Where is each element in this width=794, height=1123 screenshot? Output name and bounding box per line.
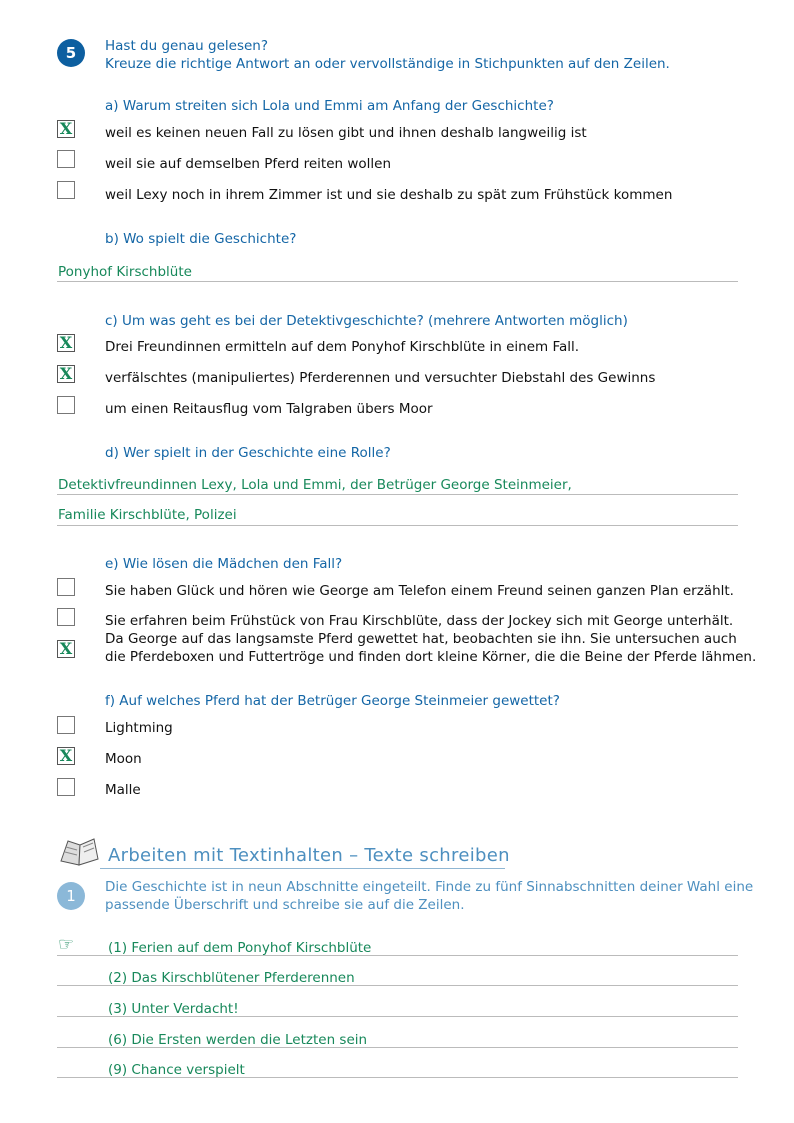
checkbox-e1[interactable] bbox=[57, 578, 75, 596]
question-a: a) Warum streiten sich Lola und Emmi am Anfang der Geschichte? bbox=[105, 98, 554, 114]
section-underline bbox=[100, 868, 505, 869]
answer-b[interactable]: Ponyhof Kirschblüte bbox=[58, 264, 192, 280]
checkbox-a1[interactable] bbox=[57, 120, 75, 138]
task-number-badge: 1 bbox=[57, 882, 85, 910]
task1-instruction-line2: passende Überschrift und schreibe sie auf die Zeilen. bbox=[105, 897, 465, 913]
question-f: f) Auf welches Pferd hat der Betrüger George Steinmeier gewettet? bbox=[105, 693, 560, 709]
heading-answer-4[interactable]: (6) Die Ersten werden die Letzten sein bbox=[108, 1032, 368, 1048]
heading-answer-3[interactable]: (3) Unter Verdacht! bbox=[108, 1001, 239, 1017]
task-title: Hast du genau gelesen? bbox=[105, 38, 269, 54]
checkbox-a3[interactable] bbox=[57, 181, 75, 199]
answer-line bbox=[57, 1016, 738, 1017]
task1-instruction-line1: Die Geschichte ist in neun Abschnitte eingeteilt. Finde zu fünf Sinnabschnitten deiner Wahl eine bbox=[105, 879, 754, 895]
answer-d-line1[interactable]: Detektivfreundinnen Lexy, Lola und Emmi, der Betrüger George Steinmeier, bbox=[58, 477, 572, 493]
checkbox-a2[interactable] bbox=[57, 150, 75, 168]
checkbox-c2[interactable] bbox=[57, 365, 75, 383]
checkbox-f1[interactable] bbox=[57, 716, 75, 734]
answer-d-line2[interactable]: Familie Kirschblüte, Polizei bbox=[58, 507, 237, 523]
task-instruction: Kreuze die richtige Antwort an oder vervollständige in Stichpunkten auf den Zeilen. bbox=[105, 56, 670, 72]
option-c1: Drei Freundinnen ermitteln auf dem Ponyhof Kirschblüte in einem Fall. bbox=[105, 339, 580, 355]
heading-answer-2[interactable]: (2) Das Kirschblütener Pferderennen bbox=[108, 970, 355, 986]
option-f2: Moon bbox=[105, 751, 142, 767]
option-c3: um einen Reitausflug vom Talgraben übers Moor bbox=[105, 401, 433, 417]
pointing-hand-icon: ☞ bbox=[58, 934, 75, 955]
checkbox-c1[interactable] bbox=[57, 334, 75, 352]
checkbox-e3[interactable] bbox=[57, 640, 75, 658]
answer-line bbox=[57, 281, 738, 282]
task-number-badge: 5 bbox=[57, 39, 85, 67]
answer-line bbox=[57, 494, 738, 495]
question-c: c) Um was geht es bei der Detektivgeschichte? (mehrere Antworten möglich) bbox=[105, 313, 628, 329]
answer-line bbox=[57, 1047, 738, 1048]
option-a2: weil sie auf demselben Pferd reiten wollen bbox=[105, 156, 392, 172]
option-f1: Lightming bbox=[105, 720, 173, 736]
book-icon bbox=[58, 835, 100, 867]
option-e2: Sie erfahren beim Frühstück von Frau Kirschblüte, dass der Jockey sich mit George unterhält. bbox=[105, 613, 734, 629]
heading-answer-5[interactable]: (9) Chance verspielt bbox=[108, 1062, 245, 1078]
question-e: e) Wie lösen die Mädchen den Fall? bbox=[105, 556, 343, 572]
option-a3: weil Lexy noch in ihrem Zimmer ist und sie deshalb zu spät zum Frühstück kommen bbox=[105, 187, 673, 203]
checkbox-c3[interactable] bbox=[57, 396, 75, 414]
option-e3-line2: die Pferdeboxen und Futtertröge und finden dort kleine Körner, die die Beine der Pferde lähmen. bbox=[105, 649, 757, 665]
checkbox-f2[interactable] bbox=[57, 747, 75, 765]
checkbox-e2[interactable] bbox=[57, 608, 75, 626]
section-title: Arbeiten mit Textinhalten – Texte schreiben bbox=[108, 845, 510, 866]
heading-answer-1[interactable]: (1) Ferien auf dem Ponyhof Kirschblüte bbox=[108, 940, 372, 956]
answer-line bbox=[57, 985, 738, 986]
checkbox-f3[interactable] bbox=[57, 778, 75, 796]
question-d: d) Wer spielt in der Geschichte eine Rolle? bbox=[105, 445, 391, 461]
option-a1: weil es keinen neuen Fall zu lösen gibt und ihnen deshalb langweilig ist bbox=[105, 125, 587, 141]
answer-line bbox=[57, 955, 738, 956]
option-c2: verfälschtes (manipuliertes) Pferderennen und versuchter Diebstahl des Gewinns bbox=[105, 370, 656, 386]
answer-line bbox=[57, 1077, 738, 1078]
answer-line bbox=[57, 525, 738, 526]
option-f3: Malle bbox=[105, 782, 141, 798]
question-b: b) Wo spielt die Geschichte? bbox=[105, 231, 297, 247]
option-e1: Sie haben Glück und hören wie George am Telefon einem Freund seinen ganzen Plan erzählt. bbox=[105, 583, 734, 599]
option-e3-line1: Da George auf das langsamste Pferd gewettet hat, beobachten sie ihn. Sie untersuchen auch bbox=[105, 631, 737, 647]
